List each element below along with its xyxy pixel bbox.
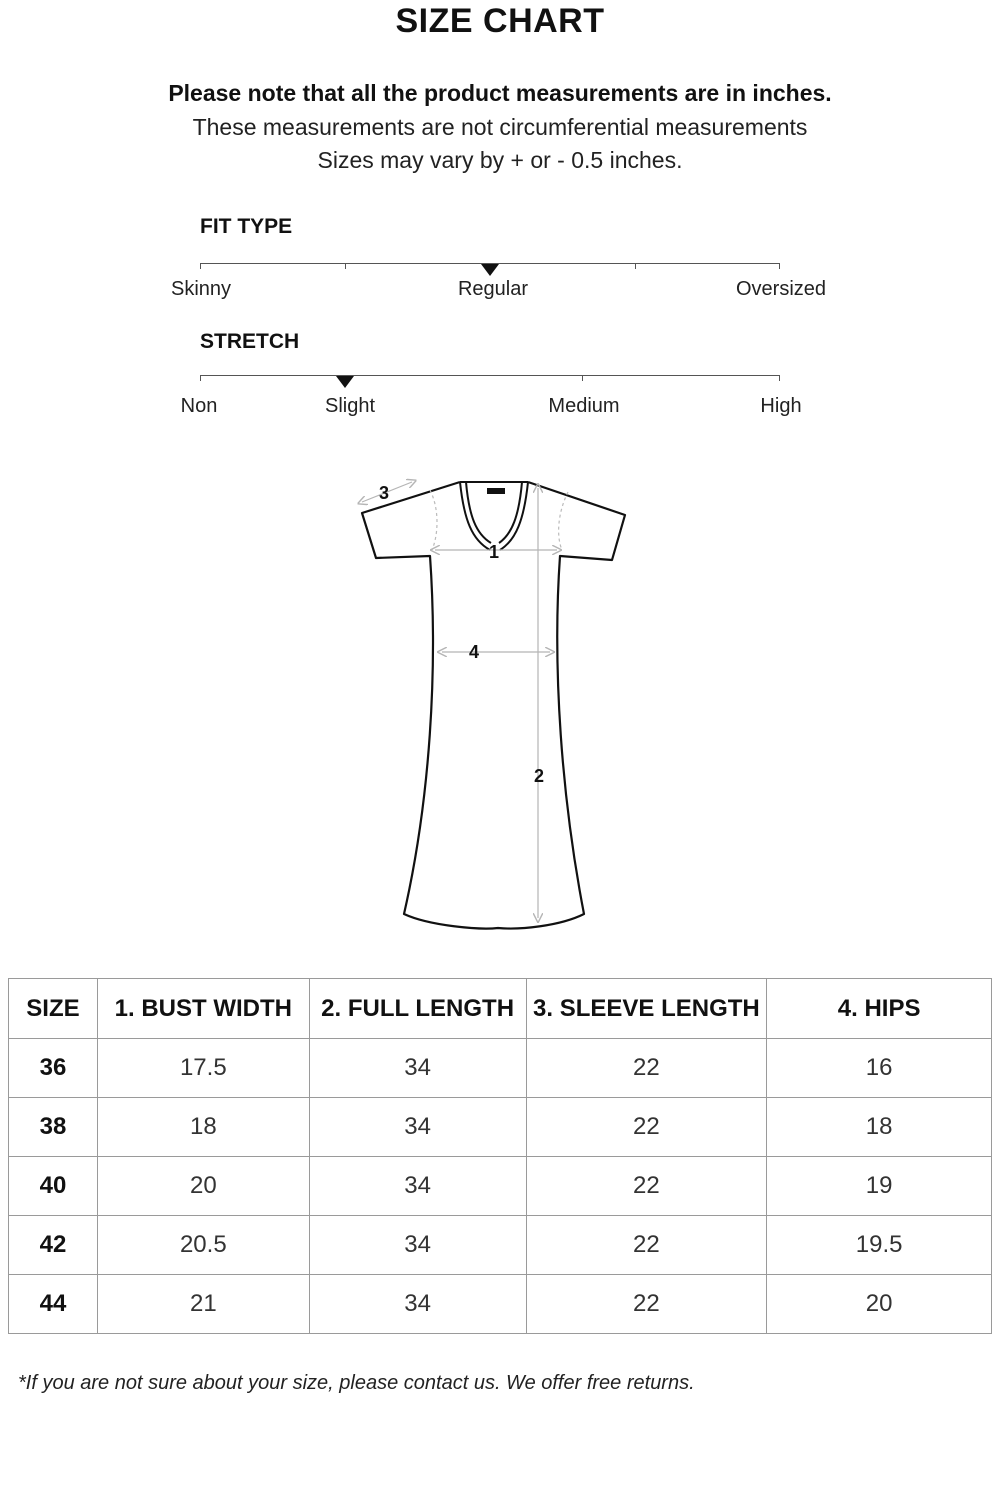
fit-type-label-skinny: Skinny: [170, 278, 232, 300]
hips-measure-label: 4: [468, 642, 480, 662]
fit-type-label-oversized: Oversized: [735, 278, 827, 300]
dress-diagram: [340, 470, 660, 940]
table-header-row: [9, 979, 992, 1039]
armhole-seam-left: [430, 490, 437, 550]
stretch-label-high: High: [760, 395, 802, 417]
page-title: SIZE CHART: [395, 2, 605, 40]
table-row: [9, 1157, 992, 1216]
header-bust-width: 1. BUST WIDTH: [97, 979, 309, 1039]
full-length-cell: 34: [309, 1157, 526, 1216]
armhole-seam-right: [559, 492, 568, 550]
stretch-tick: [779, 375, 780, 381]
sleeve-length-cell: 22: [526, 1039, 767, 1098]
sleeve-length-cell: 22: [526, 1275, 767, 1334]
full-length-cell: 34: [309, 1275, 526, 1334]
header-hips: 4. HIPS: [767, 979, 992, 1039]
size-cell: 44: [9, 1275, 98, 1334]
header-full-length: 2. FULL LENGTH: [309, 979, 526, 1039]
sleeve-length-cell: 22: [526, 1157, 767, 1216]
sleeve-measure-label: 3: [378, 483, 390, 503]
header-sleeve-length: 3. SLEEVE LENGTH: [526, 979, 767, 1039]
fit-type-tick: [200, 263, 201, 269]
sleeve-length-cell: 22: [526, 1216, 767, 1275]
bust-measure-label: 1: [488, 542, 500, 562]
fit-type-tick: [779, 263, 780, 269]
stretch-label-non: Non: [180, 395, 218, 417]
returns-footnote: *If you are not sure about your size, please contact us. We offer free returns.: [18, 1372, 695, 1394]
hips-cell: 16: [767, 1039, 992, 1098]
stretch-title: STRETCH: [200, 330, 300, 353]
full-length-cell: 34: [309, 1039, 526, 1098]
size-cell: 36: [9, 1039, 98, 1098]
fit-type-label-regular: Regular: [457, 278, 529, 300]
fit-type-tick: [345, 263, 346, 269]
stretch-label-slight: Slight: [324, 395, 376, 417]
fit-type-tick: [635, 263, 636, 269]
size-cell: 40: [9, 1157, 98, 1216]
fit-type-marker-icon: [481, 264, 499, 276]
bust-width-cell: 21: [97, 1275, 309, 1334]
full-length-cell: 34: [309, 1216, 526, 1275]
hips-cell: 18: [767, 1098, 992, 1157]
table-row: [9, 1039, 992, 1098]
full-length-cell: 34: [309, 1098, 526, 1157]
bust-width-cell: 20: [97, 1157, 309, 1216]
table-row: [9, 1098, 992, 1157]
neck-label-patch: [487, 488, 505, 494]
table-row: [9, 1216, 992, 1275]
size-table: [8, 978, 992, 1334]
size-cell: 42: [9, 1216, 98, 1275]
circumference-note: These measurements are not circumferential measurements: [192, 114, 808, 140]
hips-cell: 20: [767, 1275, 992, 1334]
stretch-label-medium: Medium: [548, 395, 620, 417]
size-cell: 38: [9, 1098, 98, 1157]
length-measure-label: 2: [533, 766, 545, 786]
sleeve-length-cell: 22: [526, 1098, 767, 1157]
stretch-track: [200, 375, 780, 376]
table-row: [9, 1275, 992, 1334]
stretch-tick: [582, 375, 583, 381]
measurement-note: Please note that all the product measurements are in inches.: [168, 80, 832, 106]
stretch-tick: [200, 375, 201, 381]
bust-width-cell: 17.5: [97, 1039, 309, 1098]
bust-width-cell: 20.5: [97, 1216, 309, 1275]
hips-cell: 19.5: [767, 1216, 992, 1275]
variance-note: Sizes may vary by + or - 0.5 inches.: [317, 147, 683, 173]
bust-width-cell: 18: [97, 1098, 309, 1157]
stretch-marker-icon: [336, 376, 354, 388]
fit-type-title: FIT TYPE: [200, 215, 293, 238]
header-size: SIZE: [9, 979, 98, 1039]
hips-cell: 19: [767, 1157, 992, 1216]
